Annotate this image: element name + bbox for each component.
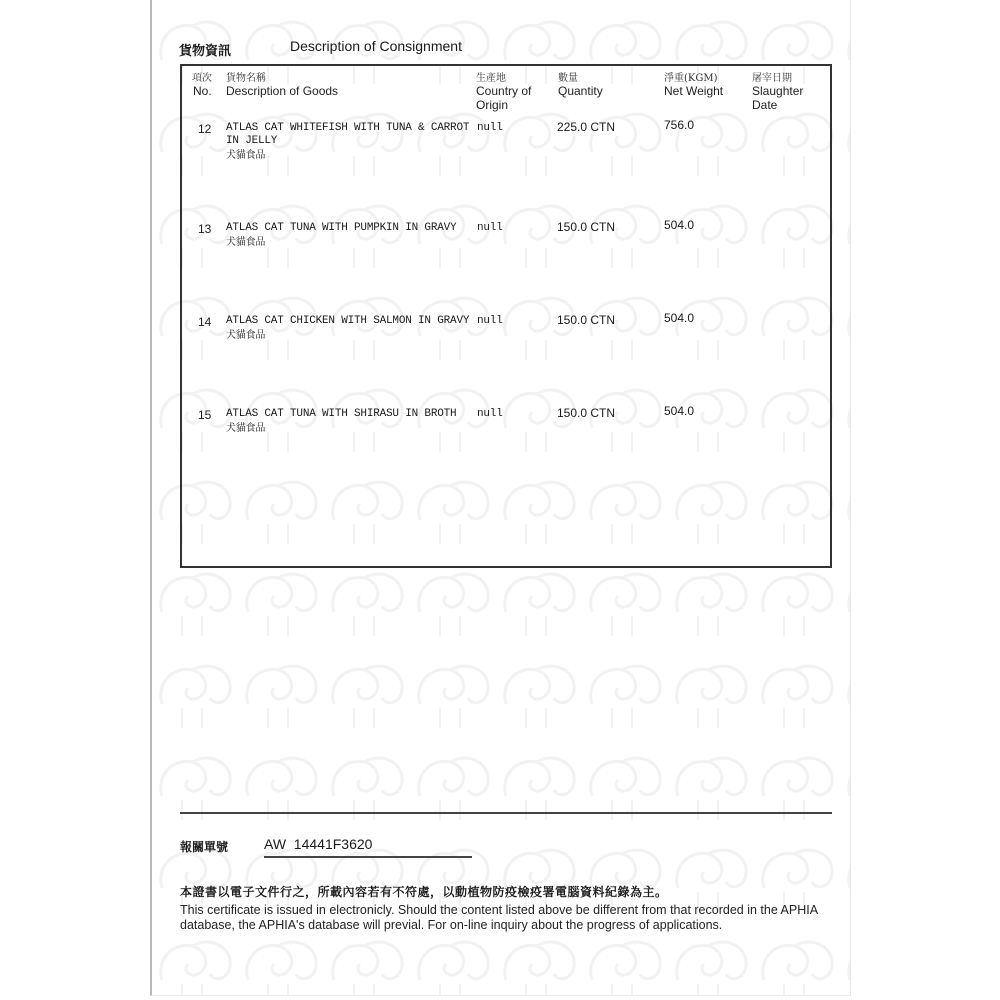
header-quantity-zh: 數量 bbox=[558, 73, 578, 84]
goods-table bbox=[180, 64, 832, 568]
header-description-zh: 貨物名稱 bbox=[226, 73, 266, 84]
item-no: 13 bbox=[198, 222, 212, 236]
certificate-page bbox=[150, 0, 851, 996]
header-no-zh: 項次 bbox=[192, 73, 212, 84]
item-quantity: 150.0 CTN bbox=[557, 406, 616, 420]
item-origin: null bbox=[477, 315, 503, 327]
item-description-zh: 犬貓食品 bbox=[226, 423, 266, 434]
header-origin-zh: 生產地 bbox=[476, 73, 506, 84]
item-description-zh: 犬貓食品 bbox=[226, 237, 266, 248]
item-description-en: ATLAS CAT TUNA WITH PUMPKIN IN GRAVY bbox=[226, 222, 457, 234]
header-slaughter-date-en: Slaughter Date bbox=[752, 84, 804, 112]
item-description bbox=[226, 408, 476, 435]
item-description bbox=[226, 122, 476, 162]
item-quantity: 225.0 CTN bbox=[557, 120, 616, 134]
item-origin: null bbox=[477, 408, 503, 420]
customs-declaration-number: AW 14441F3620 bbox=[264, 836, 472, 858]
table-row bbox=[182, 218, 830, 282]
item-description-en: ATLAS CAT WHITEFISH WITH TUNA & CARROT IN JELLY bbox=[226, 122, 470, 147]
section-title-zh: 貨物資訊 bbox=[179, 44, 232, 59]
table-row bbox=[182, 118, 830, 182]
item-quantity: 150.0 CTN bbox=[557, 313, 616, 327]
item-description-zh: 犬貓食品 bbox=[226, 330, 266, 341]
item-no: 15 bbox=[198, 408, 212, 422]
item-description-en: ATLAS CAT CHICKEN WITH SALMON IN GRAVY bbox=[226, 315, 470, 327]
item-no: 14 bbox=[198, 315, 212, 329]
notice-en: This certificate is issued in electronicly. Should the content listed above be different from that recorded in the APHIA database, the APHIA's database will previal. For on-line inquiry about the progress of applications. bbox=[180, 903, 818, 932]
customs-declaration-label: 報關單號 bbox=[180, 840, 229, 854]
table-row bbox=[182, 311, 830, 375]
footer-divider bbox=[180, 812, 832, 814]
item-description-en: ATLAS CAT TUNA WITH SHIRASU IN BROTH bbox=[226, 408, 457, 420]
section-title-en: Description of Consignment bbox=[290, 38, 462, 54]
item-description bbox=[226, 315, 476, 342]
header-origin-en: Country of Origin bbox=[476, 84, 532, 112]
item-origin: null bbox=[477, 222, 503, 234]
item-no: 12 bbox=[198, 122, 212, 136]
notice-zh: 本證書以電子文件行之，所載內容若有不符處，以動植物防疫檢疫署電腦資料紀錄為主。 bbox=[180, 885, 668, 899]
header-net-weight-zh: 淨重(KGM) bbox=[664, 73, 718, 84]
item-net-weight: 504.0 bbox=[664, 404, 695, 418]
header-no-en: No. bbox=[193, 84, 212, 98]
item-net-weight: 504.0 bbox=[664, 311, 695, 325]
header-description-en: Description of Goods bbox=[226, 84, 339, 98]
item-net-weight: 504.0 bbox=[664, 218, 695, 232]
header-net-weight-en: Net Weight bbox=[664, 84, 724, 98]
item-quantity: 150.0 CTN bbox=[557, 220, 616, 234]
item-description bbox=[226, 222, 476, 249]
item-net-weight: 756.0 bbox=[664, 118, 695, 132]
table-row bbox=[182, 404, 830, 468]
item-description-zh: 犬貓食品 bbox=[226, 150, 266, 161]
header-quantity-en: Quantity bbox=[558, 84, 603, 98]
item-origin: null bbox=[477, 122, 503, 134]
header-slaughter-date-zh: 屠宰日期 bbox=[752, 73, 792, 84]
